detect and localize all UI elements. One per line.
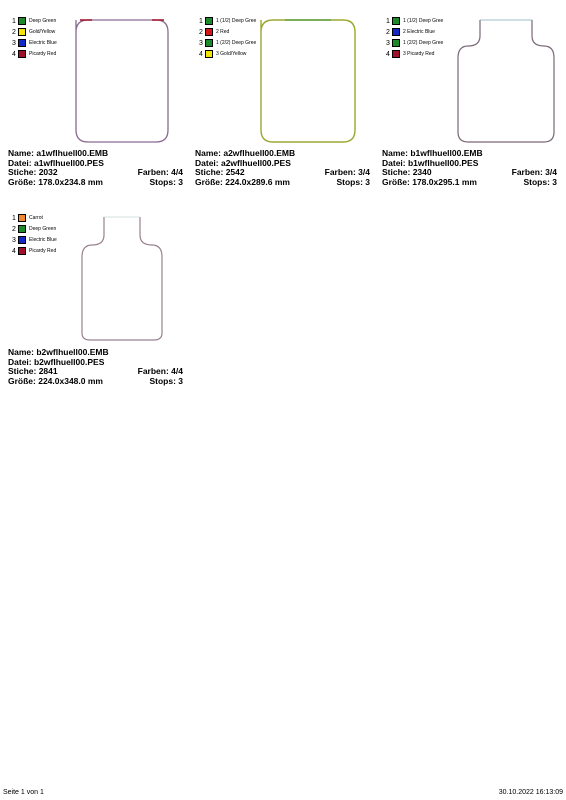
legend-index: 4	[12, 248, 16, 255]
stitch-count: Stiche: 2542	[195, 167, 245, 177]
design-size: Größe: 178.0x234.8 mm	[8, 176, 103, 187]
color-swatch	[18, 247, 26, 255]
stop-count: Stops: 3	[523, 176, 557, 187]
legend-index: 3	[12, 40, 16, 47]
legend-index: 4	[12, 51, 16, 58]
legend-index: 2	[386, 29, 390, 36]
color-swatch	[392, 50, 400, 58]
design-info	[382, 149, 557, 187]
color-count: Farben: 3/4	[511, 167, 557, 177]
color-swatch	[205, 28, 213, 36]
design-info	[8, 348, 183, 386]
color-swatch	[18, 39, 26, 47]
print-timestamp: 30.10.2022 16:13:09	[498, 789, 563, 796]
stop-count: Stops: 3	[336, 176, 370, 187]
design-size: Größe: 224.0x289.6 mm	[195, 176, 290, 187]
color-swatch	[18, 214, 26, 222]
legend-label: 1 (1/2) Deep Gree	[216, 18, 257, 24]
legend-index: 4	[386, 51, 390, 58]
design-file: Datei: a1wflhuell00.PES	[8, 157, 104, 168]
legend-index: 1	[12, 18, 16, 25]
legend-label: Electric Blue	[29, 237, 57, 243]
color-swatch	[18, 236, 26, 244]
legend-label: Picardy Red	[29, 248, 57, 254]
design-info	[8, 149, 183, 187]
legend-label: 2 Red	[216, 29, 230, 35]
design-name: Name: b2wflhuell00.EMB	[8, 347, 109, 357]
page-number: Seite 1 von 1	[3, 789, 44, 796]
design-name: Name: a2wflhuell00.EMB	[195, 148, 296, 158]
legend-index: 2	[12, 29, 16, 36]
color-swatch	[392, 28, 400, 36]
design-name: Name: a1wflhuell00.EMB	[8, 148, 109, 158]
design-card	[8, 16, 183, 196]
legend-index: 4	[199, 51, 203, 58]
design-size: Größe: 178.0x295.1 mm	[382, 176, 477, 187]
color-swatch	[18, 225, 26, 233]
legend-index: 1	[12, 215, 16, 222]
stitch-count: Stiche: 2841	[8, 366, 58, 376]
legend-label: Carrot	[29, 215, 43, 221]
legend-index: 3	[386, 40, 390, 47]
legend-label: 3 Picardy Red	[403, 51, 435, 57]
design-info	[195, 149, 370, 187]
stop-count: Stops: 3	[149, 176, 183, 187]
legend-label: 2 Electric Blue	[403, 29, 435, 35]
legend-index: 3	[199, 40, 203, 47]
legend-label: Picardy Red	[29, 51, 57, 57]
legend-label: Deep Green	[29, 18, 57, 24]
legend-index: 3	[12, 237, 16, 244]
design-card	[382, 16, 557, 196]
design-name: Name: b1wflhuell00.EMB	[382, 148, 483, 158]
color-count: Farben: 3/4	[324, 167, 370, 177]
color-swatch	[205, 50, 213, 58]
color-count: Farben: 4/4	[137, 366, 183, 376]
design-outline-preview	[259, 18, 357, 145]
legend-label: 1 (2/2) Deep Gree	[403, 40, 444, 46]
legend-index: 2	[199, 29, 203, 36]
color-swatch	[392, 17, 400, 25]
color-swatch	[392, 39, 400, 47]
color-swatch	[205, 39, 213, 47]
color-swatch	[205, 17, 213, 25]
legend-label: 1 (1/2) Deep Gree	[403, 18, 444, 24]
design-outline-preview	[80, 215, 164, 343]
legend-label: Electric Blue	[29, 40, 57, 46]
legend-index: 2	[12, 226, 16, 233]
design-file: Datei: b2wflhuell00.PES	[8, 356, 105, 367]
legend-index: 1	[199, 18, 203, 25]
color-swatch	[18, 17, 26, 25]
legend-label: 3 Gold/Yellow	[216, 51, 247, 57]
stitch-count: Stiche: 2340	[382, 167, 432, 177]
design-file: Datei: b1wflhuell00.PES	[382, 157, 479, 168]
color-count: Farben: 4/4	[137, 167, 183, 177]
design-card	[195, 16, 370, 196]
legend-label: Deep Green	[29, 226, 57, 232]
design-file: Datei: a2wflhuell00.PES	[195, 157, 291, 168]
design-card	[8, 213, 183, 393]
design-size: Größe: 224.0x348.0 mm	[8, 375, 103, 386]
stitch-count: Stiche: 2032	[8, 167, 58, 177]
design-outline-preview	[74, 18, 170, 145]
design-outline-preview	[456, 18, 556, 145]
color-swatch	[18, 50, 26, 58]
stop-count: Stops: 3	[149, 375, 183, 386]
legend-label: 1 (2/2) Deep Gree	[216, 40, 257, 46]
color-swatch	[18, 28, 26, 36]
legend-label: Gold/Yellow	[29, 29, 56, 35]
legend-index: 1	[386, 18, 390, 25]
